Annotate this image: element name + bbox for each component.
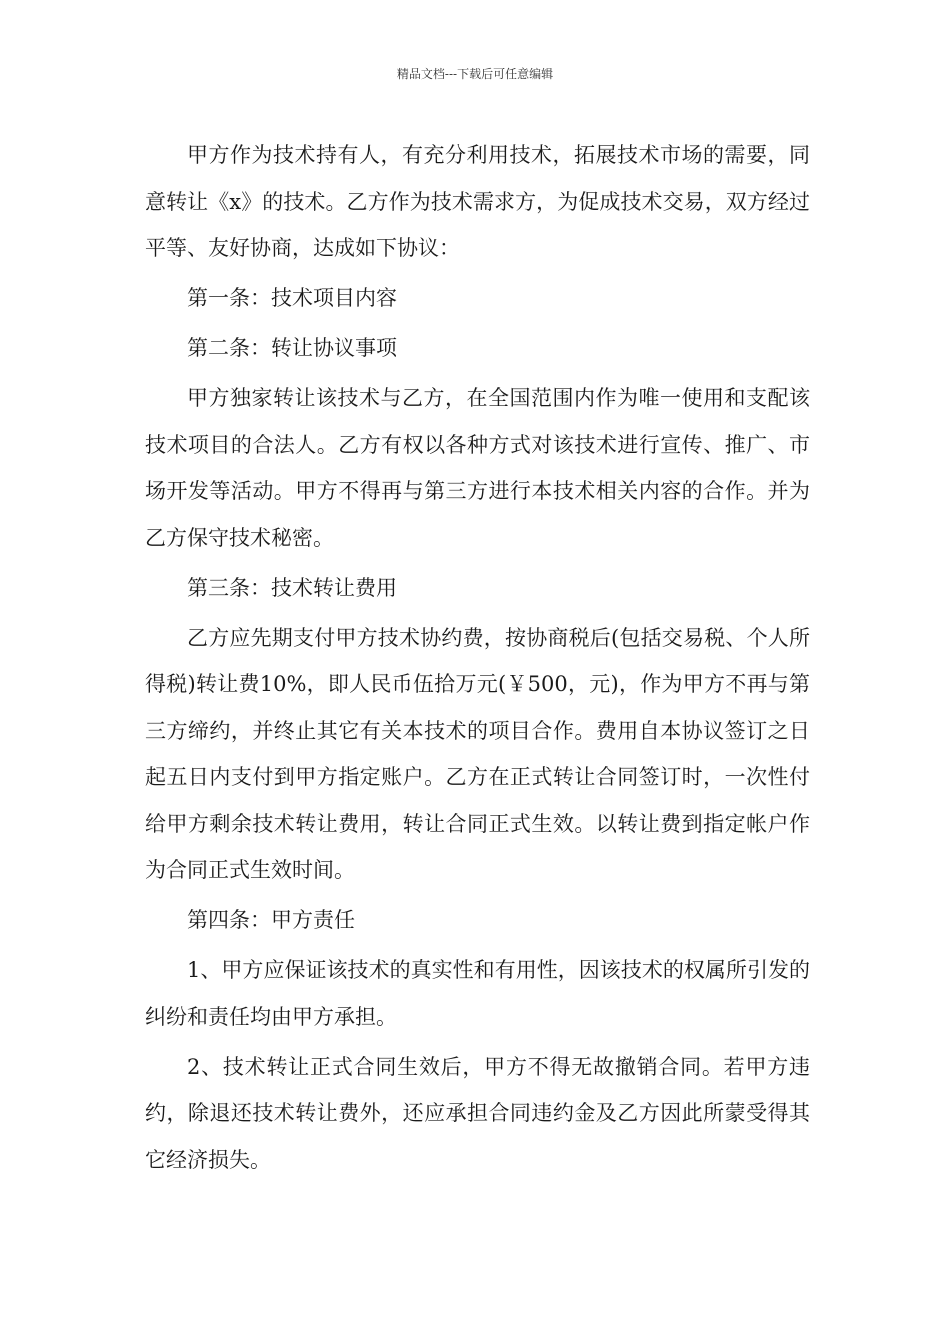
article-2-paragraph: 甲方独家转让该技术与乙方，在全国范围内作为唯一使用和支配该技术项目的合法人。乙方有权以各种方式对该技术进行宣传、推广、市场开发等活动。甲方不得再与第三方进行本技术相关内容的合作。并为乙方保守技术秘密。 [145, 386, 810, 550]
article-1-heading: 第一条：技术项目内容 [187, 286, 397, 310]
article-4-heading: 第四条：甲方责任 [187, 908, 355, 932]
article-4-item-1: 1、甲方应保证该技术的真实性和有用性，因该技术的权属所引发的纠纷和责任均由甲方承担。 [145, 958, 810, 1029]
article-3-paragraph: 乙方应先期支付甲方技术协约费，按协商税后(包括交易税、个人所得税)转让费10%，即人民币伍拾万元(￥500，元)，作为甲方不再与第三方缔约，并终止其它有关本技术的项目合作。费用自本协议签订之日起五日内支付到甲方指定账户。乙方在正式转让合同签订时，一次性付给甲方剩余技术转让费用，转让合同正式生效。以转让费到指定帐户作为合同正式生效时间。 [145, 625, 810, 882]
document-body [145, 132, 810, 1187]
article-4-item-2: 2、技术转让正式合同生效后，甲方不得无故撤销合同。若甲方违约，除退还技术转让费外，还应承担合同违约金及乙方因此所蒙受得其它经济损失。 [145, 1054, 810, 1172]
page-header: 精品文档---下载后可任意编辑 [396, 67, 554, 81]
article-2-heading: 第二条：转让协议事项 [187, 336, 397, 360]
article-3-heading: 第三条：技术转让费用 [187, 575, 397, 600]
paragraph-preamble: 甲方作为技术持有人，有充分利用技术，拓展技术市场的需要，同意转让《x》的技术。乙方作为技术需求方，为促成技术交易，双方经过平等、友好协商，达成如下协议： [145, 143, 810, 260]
